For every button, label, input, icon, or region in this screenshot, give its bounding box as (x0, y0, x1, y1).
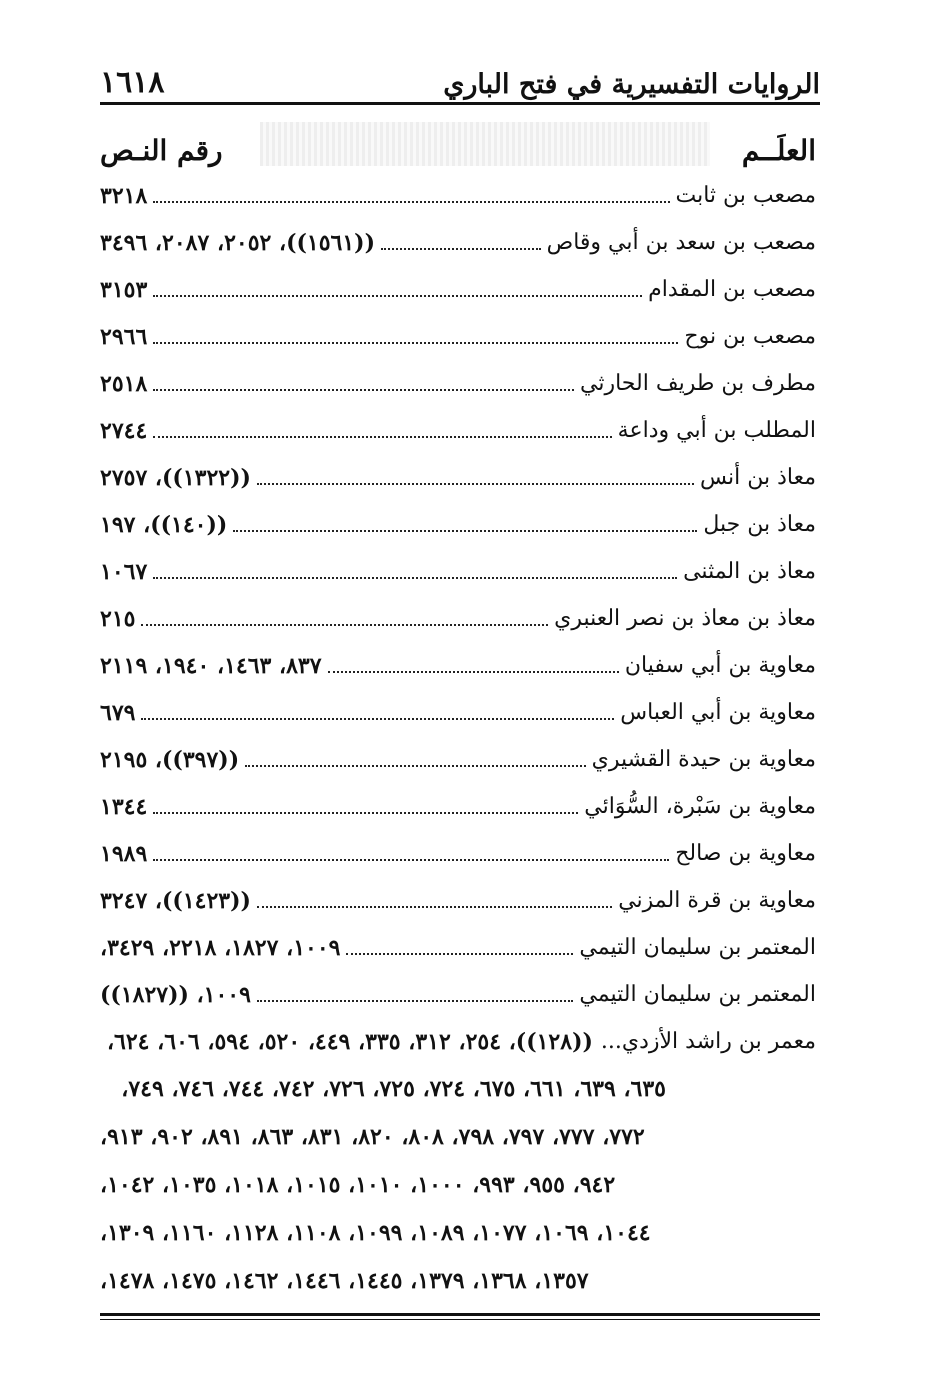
entry-refs: ٢٩٦٦ (100, 323, 148, 350)
index-entries (100, 172, 816, 1305)
entry-name: مصعب بن ثابت (675, 183, 816, 208)
dot-leader (153, 389, 574, 391)
index-entry (100, 1018, 816, 1065)
dot-leader (153, 201, 669, 203)
entry-refs: ٢٧٤٤ (100, 417, 148, 444)
entry-name: المعتمر بن سليمان التيمي (579, 982, 816, 1007)
dot-leader (328, 671, 619, 673)
continuation-line (100, 1161, 816, 1209)
index-entry (100, 642, 816, 689)
entry-name: مصعب بن المقدام (648, 277, 816, 302)
dot-leader (346, 953, 573, 955)
index-entry (100, 172, 816, 219)
entry-name: مطرف بن طريف الحارثي (580, 371, 816, 396)
dot-leader (257, 1000, 573, 1002)
entry-refs: ٦٧٩ (100, 699, 136, 726)
index-entry (100, 924, 816, 971)
entry-name: معاوية بن سَبْرة، السُّوَائي (584, 794, 816, 819)
column-headings (100, 130, 816, 170)
entry-refs: ٣١٥٣ (100, 276, 148, 303)
entry-name: معاذ بن معاذ بن نصر العنبري (554, 606, 816, 631)
entry-refs: ((١٥٦١))، ٢٠٥٢، ٢٠٨٧، ٣٤٩٦ (100, 229, 375, 256)
dot-leader (141, 624, 548, 626)
entry-refs: ((١٣٢٢))، ٢٧٥٧ (100, 464, 251, 491)
entry-refs: ٢١٥ (100, 605, 136, 632)
continuation-refs: ٧٧٢، ٧٧٧، ٧٩٧، ٧٩٨، ٨٠٨، ٨٢٠، ٨٣١، ٨٦٣، ٨٩١، ٩٠٢، ٩١٣، (100, 1124, 645, 1150)
dot-leader (153, 812, 578, 814)
entry-refs: ١٠٦٧ (100, 558, 148, 585)
entry-name: معمر بن راشد الأزدي... (600, 1029, 816, 1054)
entry-refs: ١٣٤٤ (100, 793, 148, 820)
page-number: ١٦١٨ (100, 65, 165, 100)
name-column-heading: العلَــم (741, 133, 816, 167)
entry-refs: ((٣٩٧))، ٢١٩٥ (100, 746, 240, 773)
entry-refs: ((١٢٨))، ٢٥٤، ٣١٢، ٣٣٥، ٤٤٩، ٥٢٠، ٥٩٤، ٦٠٦، ٦٢٤، (106, 1028, 593, 1055)
index-entry (100, 360, 816, 407)
index-entry (100, 313, 816, 360)
entry-refs: ٨٣٧، ١٤٦٣، ١٩٤٠، ٢١١٩ (100, 652, 322, 679)
index-entry (100, 454, 816, 501)
running-header (100, 58, 820, 100)
continuation-line (100, 1209, 816, 1257)
index-entry (100, 266, 816, 313)
entry-name: معاوية بن أبي العباس (620, 700, 816, 725)
index-entry (100, 219, 816, 266)
entry-refs: ١٠٠٩، ١٨٢٧، ٢٢١٨، ٣٤٢٩، (100, 934, 341, 961)
index-entry (100, 595, 816, 642)
continuation-refs: ١٠٤٤، ١٠٦٩، ١٠٧٧، ١٠٨٩، ١٠٩٩، ١١٠٨، ١١٢٨، ١١٦٠، ١٣٠٩، (100, 1220, 651, 1246)
entry-name: مصعب بن سعد بن أبي وقاص (546, 230, 816, 255)
entry-refs: ٣٢١٨ (100, 182, 148, 209)
continuation-refs: ١٣٥٧، ١٣٦٨، ١٣٧٩، ١٤٤٥، ١٤٤٦، ١٤٦٢، ١٤٧٥، ١٤٧٨، (100, 1268, 589, 1294)
numbers-column-heading: رقم النـص (100, 133, 223, 167)
entry-name: معاوية بن حيدة القشيري (591, 747, 816, 772)
entry-refs: ((١٤٢٣))، ٣٢٤٧ (100, 887, 251, 914)
dot-leader (381, 248, 541, 250)
entry-name: معاذ بن جبل (703, 512, 816, 537)
dot-leader (245, 765, 586, 767)
header-rule (100, 102, 820, 105)
index-entry (100, 877, 816, 924)
dot-leader (153, 859, 669, 861)
entry-name: المعتمر بن سليمان التيمي (579, 935, 816, 960)
dot-leader (153, 436, 611, 438)
index-entry (100, 689, 816, 736)
dot-leader (153, 295, 642, 297)
entry-refs: ((١٤٠))، ١٩٧ (100, 511, 228, 538)
index-entry (100, 971, 816, 1018)
entry-name: معاوية بن أبي سفيان (624, 653, 816, 678)
continuation-line (100, 1065, 816, 1113)
index-entry (100, 783, 816, 830)
continuation-refs: ٩٤٢، ٩٥٥، ٩٩٣، ١٠٠٠، ١٠١٠، ١٠١٥، ١٠١٨، ١٠٣٥، ١٠٤٢، (100, 1172, 616, 1198)
continuation-line (100, 1257, 816, 1305)
entry-name: معاوية بن صالح (675, 841, 816, 866)
index-entry (100, 548, 816, 595)
index-entry (100, 501, 816, 548)
dot-leader (141, 718, 614, 720)
dot-leader (153, 577, 677, 579)
entry-refs: ٢٥١٨ (100, 370, 148, 397)
index-entry (100, 407, 816, 454)
entry-name: معاذ بن أنس (699, 465, 816, 490)
book-title: الروايات التفسيرية في فتح الباري (443, 69, 820, 100)
entry-name: مصعب بن نوح (684, 324, 816, 349)
dot-leader (257, 483, 694, 485)
continuation-line (100, 1113, 816, 1161)
entry-refs: ١٩٨٩ (100, 840, 148, 867)
dot-leader (257, 906, 612, 908)
dot-leader (153, 342, 678, 344)
continuation-refs: ٦٣٥، ٦٣٩، ٦٦١، ٦٧٥، ٧٢٤، ٧٢٥، ٧٢٦، ٧٤٢، ٧٤٤، ٧٤٦، ٧٤٩، (121, 1076, 666, 1102)
entry-name: معاوية بن قرة المزني (618, 888, 816, 913)
footer-rule (100, 1313, 820, 1320)
entry-refs: ١٠٠٩، ((١٨٢٧)) (100, 981, 251, 1008)
dot-leader (233, 530, 697, 532)
entry-name: المطلب بن أبي وداعة (617, 418, 816, 443)
index-entry (100, 736, 816, 783)
index-entry (100, 830, 816, 877)
entry-name: معاذ بن المثنى (683, 559, 816, 584)
